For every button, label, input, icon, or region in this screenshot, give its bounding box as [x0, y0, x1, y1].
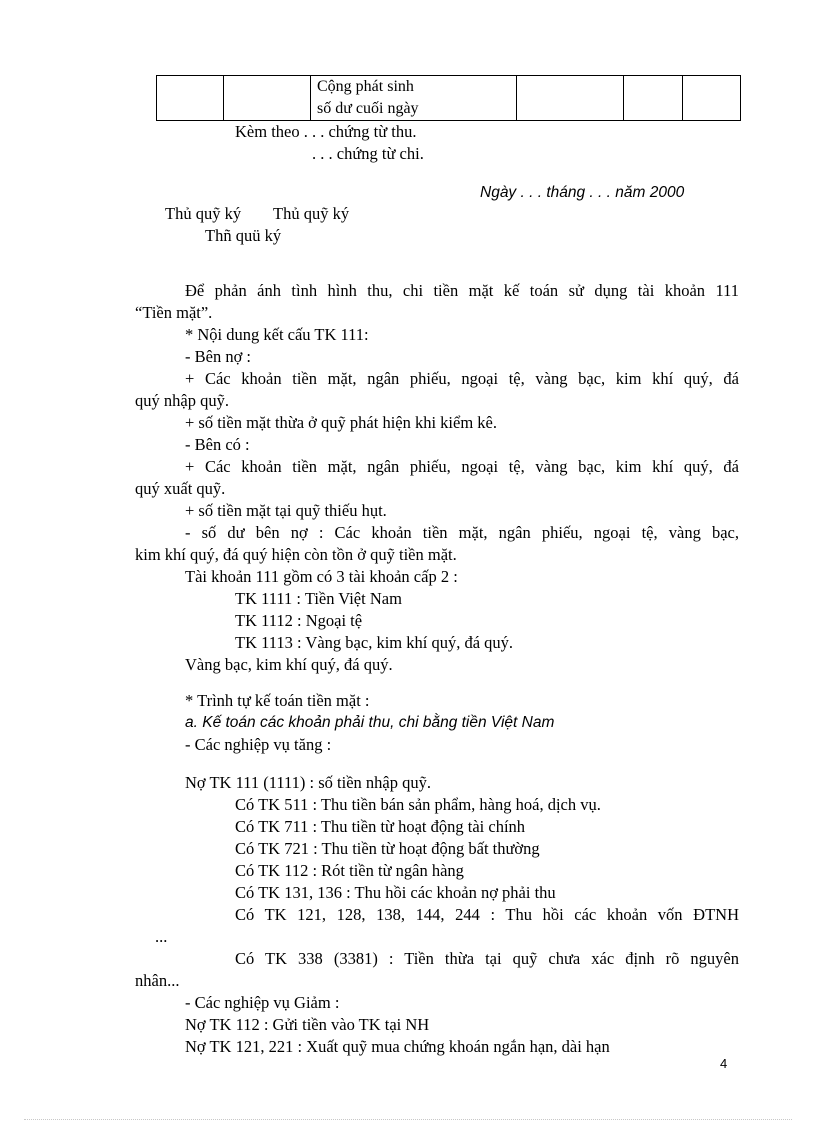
- entry-credit-131: Có TK 131, 136 : Thu hồi các khoản nợ phải thu: [235, 883, 556, 902]
- attachment-payments: . . . chứng từ chi.: [312, 144, 424, 163]
- entry-debit-112: Nợ TK 112 : Gửi tiền vào TK tại NH: [185, 1015, 430, 1034]
- table-cell: [517, 76, 624, 121]
- table-cell: [224, 76, 311, 121]
- debit-item-1-line-1: + Các khoản tiền mặt, ngân phiếu, ngoại tệ, vàng bạc, kim khí quý, đá: [185, 369, 739, 388]
- cash-book-table: [156, 75, 741, 121]
- debit-item-1-line-2: quý nhập quỹ.: [135, 391, 229, 410]
- section-a-heading: a. Kế toán các khoản phải thu, chi bằng tiền Việt Nam: [185, 714, 555, 731]
- attachment-receipts: Kèm theo . . . chứng từ thu.: [235, 122, 417, 141]
- entry-credit-121-line-1: Có TK 121, 128, 138, 144, 244 : Thu hồi các khoản vốn ĐTNH: [235, 905, 739, 924]
- credit-item-2: + số tiền mặt tại quỹ thiếu hụt.: [185, 501, 387, 520]
- table-cell-totals: Cộng phát sinh số dư cuối ngày: [311, 76, 517, 121]
- balance-line-2: kim khí quý, đá quý hiện còn tồn ở quỹ tiền mặt.: [135, 545, 457, 564]
- entry-credit-338-line-2: nhân...: [135, 971, 180, 990]
- debit-heading: - Bên nợ :: [185, 347, 252, 366]
- signature-3: Thñ quü ký: [205, 226, 282, 245]
- intro-line-2: “Tiền mặt”.: [135, 303, 213, 322]
- credit-heading: - Bên có :: [185, 435, 250, 454]
- entry-debit-121-221: Nợ TK 121, 221 : Xuất quỹ mua chứng khoán ngắn hạn, dài hạn: [185, 1037, 610, 1056]
- date-line: Ngày . . . tháng . . . năm 2000: [480, 184, 685, 201]
- entry-credit-711: Có TK 711 : Thu tiền từ hoạt động tài chính: [235, 817, 526, 836]
- intro-line-1: Để phản ánh tình hình thu, chi tiền mặt kế toán sử dụng tài khoản 111: [185, 281, 739, 300]
- signature-1: Thủ quỹ ký: [165, 204, 242, 223]
- structure-heading: * Nội dung kết cấu TK 111:: [185, 325, 369, 344]
- entry-debit-111: Nợ TK 111 (1111) : số tiền nhập quỹ.: [185, 773, 431, 792]
- tk-1113: TK 1113 : Vàng bạc, kim khí quý, đá quý.: [235, 633, 514, 652]
- repeat-line: Vàng bạc, kim khí quý, đá quý.: [185, 655, 393, 674]
- decrease-heading: - Các nghiệp vụ Giảm :: [185, 993, 340, 1012]
- credit-item-1-line-2: quý xuất quỹ.: [135, 479, 226, 498]
- credit-item-1-line-1: + Các khoản tiền mặt, ngân phiếu, ngoại tệ, vàng bạc, kim khí quý, đá: [185, 457, 739, 476]
- increase-heading: - Các nghiệp vụ tăng :: [185, 735, 332, 754]
- table-row: [157, 76, 741, 121]
- page-bottom-divider: [24, 1119, 792, 1120]
- tk-1111: TK 1111 : Tiền Việt Nam: [235, 589, 402, 608]
- page-number: 4: [720, 1056, 728, 1071]
- entry-credit-112: Có TK 112 : Rót tiền từ ngân hàng: [235, 861, 464, 880]
- entry-credit-721: Có TK 721 : Thu tiền từ hoạt động bất thường: [235, 839, 540, 858]
- sub-accounts-intro: Tài khoản 111 gồm có 3 tài khoản cấp 2 :: [185, 567, 458, 586]
- table-cell: [157, 76, 224, 121]
- entry-credit-338-line-1: Có TK 338 (3381) : Tiền thừa tại quỹ chưa xác định rõ nguyên: [235, 949, 739, 968]
- tk-1112: TK 1112 : Ngoại tệ: [235, 611, 363, 630]
- entry-credit-121-line-2: ...: [155, 927, 168, 946]
- table-cell: [683, 76, 741, 121]
- balance-line-1: - số dư bên nợ : Các khoản tiền mặt, ngân phiếu, ngoại tệ, vàng bạc,: [185, 523, 739, 542]
- procedure-heading: * Trình tự kế toán tiền mặt :: [185, 691, 370, 710]
- entry-credit-511: Có TK 511 : Thu tiền bán sản phẩm, hàng hoá, dịch vụ.: [235, 795, 601, 814]
- debit-item-2: + số tiền mặt thừa ở quỹ phát hiện khi kiểm kê.: [185, 413, 498, 432]
- signature-2: Thủ quỹ ký: [273, 204, 350, 223]
- table-cell: [624, 76, 683, 121]
